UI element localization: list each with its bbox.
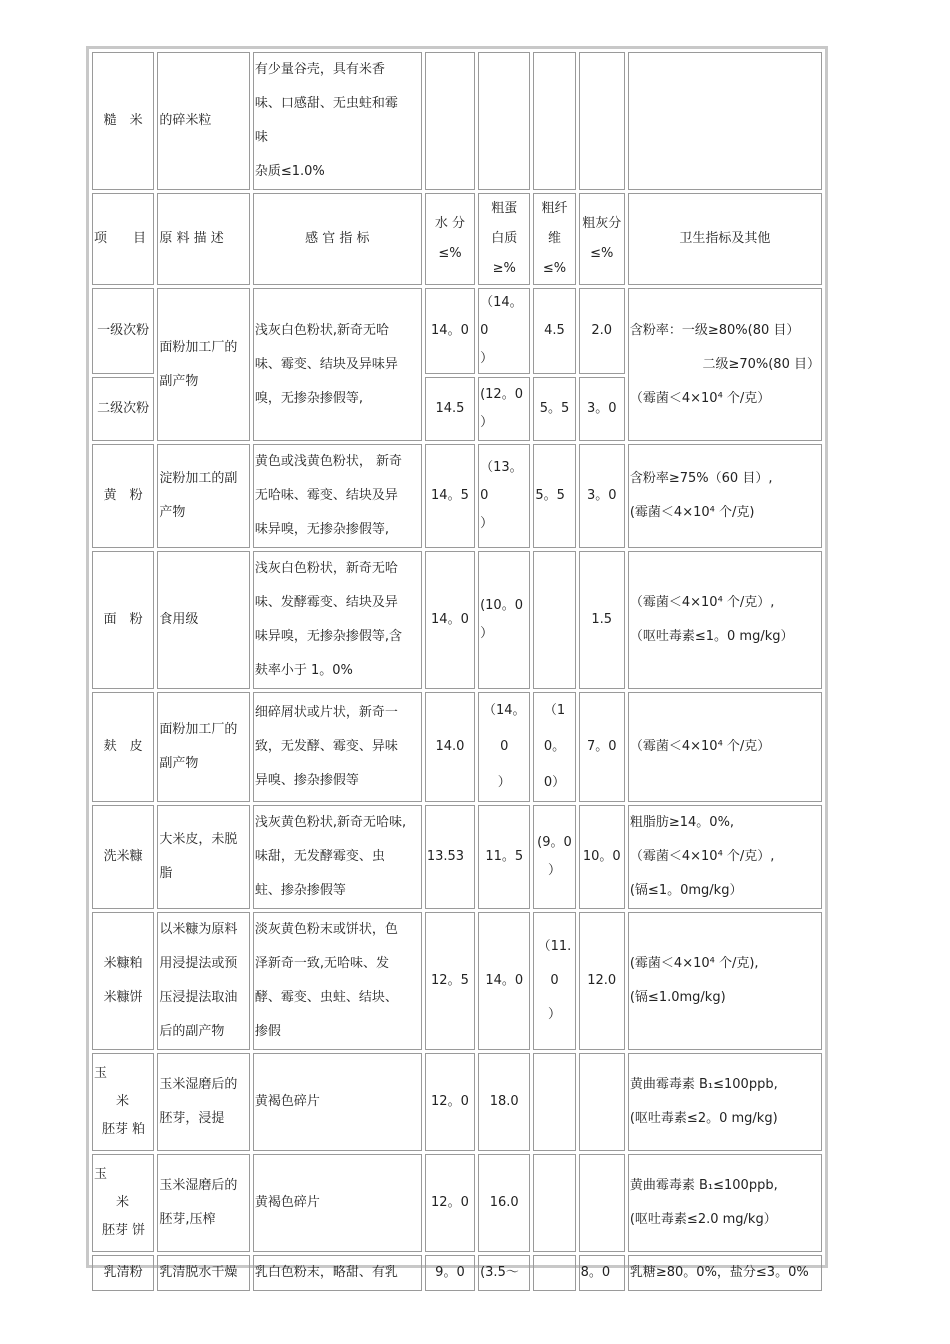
text-line: 脂 (159, 866, 173, 881)
protein-cell (478, 692, 530, 802)
moisture-cell: 13.53 (425, 805, 475, 909)
header-sensory: 感 官 指 标 (253, 193, 422, 285)
text-line: 副产物 (159, 756, 199, 771)
header-protein (478, 193, 530, 285)
material-desc (157, 805, 250, 909)
text-line: 后的副产物 (159, 1024, 225, 1039)
row-name (92, 1053, 154, 1151)
ash-cell: 7。0 (579, 692, 625, 802)
text-line: ） (480, 516, 494, 531)
text-line: (9。0 (537, 835, 572, 850)
text-line: 米糠饼 (103, 990, 143, 1005)
header-hygiene: 卫生指标及其他 (628, 193, 822, 285)
text-line: ） (480, 351, 494, 366)
protein-cell (478, 288, 530, 374)
text-line: 异嗅、掺杂掺假等 (254, 773, 359, 788)
text-line: 酵、霉变、虫蛀、结块、 (254, 990, 398, 1005)
table-row (92, 1154, 822, 1252)
text-line: （霉菌＜4×10⁴ 个/克）, (629, 849, 775, 864)
ash-cell (579, 1053, 625, 1151)
text-line: (镉≤1。0mg/kg） (629, 883, 743, 898)
hygiene-cell (628, 52, 822, 190)
fiber-cell (533, 551, 575, 689)
text-line: 淀粉加工的副 (159, 471, 238, 486)
text-line: （霉菌＜4×10⁴ 个/克）, (629, 595, 775, 610)
text-line: 致，无发酵、霉变、异味 (254, 739, 398, 754)
protein-cell: 18.0 (478, 1053, 530, 1151)
ash-cell: 3。0 (579, 377, 625, 441)
text-line: 用浸提法或预 (159, 956, 238, 971)
row-name: 黄 粉 (92, 444, 154, 548)
text-line: 玉 (94, 1167, 108, 1182)
hygiene-cell: （霉菌＜4×10⁴ 个/克） (628, 692, 822, 802)
ash-cell: 12.0 (579, 912, 625, 1050)
sensory-index: 乳白色粉末，略甜、有乳 (253, 1255, 422, 1291)
table-row (92, 551, 822, 689)
table-row (92, 1053, 822, 1151)
text-line: ） (480, 626, 494, 641)
material-desc (157, 912, 250, 1050)
fiber-cell (533, 912, 575, 1050)
moisture-cell (425, 52, 475, 190)
protein-cell: 11。5 (478, 805, 530, 909)
ash-cell: 1.5 (579, 551, 625, 689)
sensory-index (253, 52, 422, 190)
text-line: （10。 (543, 703, 566, 754)
header-line: 粗蛋 (491, 201, 518, 216)
text-line: 味 (254, 130, 268, 145)
text-line: (霉菌＜4×10⁴ 个/克), (629, 956, 759, 971)
text-line: 细碎屑状或片状，新奇一 (254, 705, 398, 720)
protein-cell: (3.5～ (478, 1255, 530, 1291)
table-row (92, 805, 822, 909)
text-line: 浅灰白色粉状，新奇无哈 (254, 561, 398, 576)
text-line: 粗脂肪≥14。0%, (629, 815, 735, 830)
text-line: 胚芽 饼 (102, 1223, 146, 1238)
material-desc (157, 1053, 250, 1151)
header-line: ≥% (492, 261, 516, 276)
material-desc: 的碎米粒 (157, 52, 250, 190)
header-line: 粗纤 (541, 201, 568, 216)
hygiene-cell (628, 288, 822, 441)
sensory-index (253, 692, 422, 802)
sensory-index: 黄褐色碎片 (253, 1053, 422, 1151)
header-moisture (425, 193, 475, 285)
fiber-cell: 5。5 (533, 377, 575, 441)
text-line: 面粉加工厂的 (159, 339, 238, 355)
text-line: 味、发酵霉变、结块及异 (254, 595, 398, 610)
header-line: ≤% (590, 246, 614, 261)
material-desc: 食用级 (157, 551, 250, 689)
text-line: 有少量谷壳，具有米香 (254, 62, 385, 77)
text-line: 味、口感甜、无虫蛀和霉 (254, 96, 398, 111)
text-line: 味、霉变、结块及异味异 (254, 356, 398, 372)
text-line: （14。0 (480, 295, 523, 338)
ash-cell: 3。0 (579, 444, 625, 548)
row-name: 乳清粉 (92, 1255, 154, 1291)
sensory-index: 黄褐色碎片 (253, 1154, 422, 1252)
text-line: (呕吐毒素≤2.0 mg/kg） (629, 1212, 777, 1227)
text-line: (呕吐毒素≤2。0 mg/kg) (629, 1111, 778, 1126)
header-line: ≤% (438, 246, 462, 261)
text-line: 淡灰黄色粉末或饼状，色 (254, 922, 398, 937)
text-line: (镉≤1.0mg/kg) (629, 990, 726, 1005)
text-line: ） (547, 1007, 561, 1022)
hygiene-cell: 乳糖≥80。0%，盐分≤3。0% (628, 1255, 822, 1291)
row-name: 糙 米 (92, 52, 154, 190)
text-line: 米 (116, 1195, 130, 1210)
moisture-cell: 9。0 (425, 1255, 475, 1291)
text-line: 杂质≤1.0% (254, 164, 325, 179)
sensory-index (253, 912, 422, 1050)
header-material: 原 料 描 述 (157, 193, 250, 285)
fiber-cell: 4.5 (533, 288, 575, 374)
material-desc (157, 444, 250, 548)
sensory-index (253, 444, 422, 548)
text-line: 胚芽 粕 (102, 1122, 146, 1137)
text-line: 玉米湿磨后的 (159, 1178, 238, 1193)
table-row (92, 1255, 822, 1291)
hygiene-cell (628, 1053, 822, 1151)
row-name: 麸 皮 (92, 692, 154, 802)
text-line: 大米皮，未脱 (159, 832, 238, 847)
row-name: 面 粉 (92, 551, 154, 689)
row-name: 洗米糠 (92, 805, 154, 909)
ash-cell: 2.0 (579, 288, 625, 374)
protein-cell (478, 52, 530, 190)
text-line: (霉菌＜4×10⁴ 个/克) (629, 505, 755, 520)
protein-cell (478, 551, 530, 689)
fiber-cell: 5。5 (533, 444, 575, 548)
header-item: 项 目 (92, 193, 154, 285)
text-line: 米 (116, 1094, 130, 1109)
text-line: 副产物 (159, 373, 199, 389)
header-line: 维 (547, 231, 561, 246)
header-line: 水 分 (434, 216, 466, 231)
text-line: 含粉率≥75%（60 目）, (629, 471, 773, 486)
moisture-cell: 12。5 (425, 912, 475, 1050)
table-row (92, 288, 822, 374)
text-line: 二级≥70%(80 目） (702, 356, 820, 372)
text-line: 嗅，无掺杂掺假等, (254, 390, 363, 406)
text-line: 玉米湿磨后的 (159, 1077, 238, 1092)
hygiene-cell (628, 551, 822, 689)
text-line: 掺假 (254, 1024, 281, 1039)
header-ash (579, 193, 625, 285)
text-line: 蛀、掺杂掺假等 (254, 883, 346, 898)
protein-cell: 16.0 (478, 1154, 530, 1252)
text-line: 0） (543, 775, 566, 790)
material-desc (157, 288, 250, 441)
row-name (92, 912, 154, 1050)
text-line: （14。0 (482, 703, 526, 754)
table-row (92, 692, 822, 802)
protein-cell (478, 444, 530, 548)
row-name: 一级次粉 (92, 288, 154, 374)
sensory-index (253, 551, 422, 689)
material-desc (157, 1154, 250, 1252)
protein-cell: 14。0 (478, 912, 530, 1050)
text-line: 味甜，无发酵霉变、虫 (254, 849, 385, 864)
text-line: 面粉加工厂的 (159, 722, 238, 737)
text-line: ） (547, 863, 561, 878)
protein-cell (478, 377, 530, 441)
hygiene-cell (628, 444, 822, 548)
moisture-cell: 12。0 (425, 1154, 475, 1252)
text-line: 胚芽,压榨 (159, 1212, 216, 1227)
text-line: 泽新奇一致,无哈味、发 (254, 956, 389, 971)
text-line: 产物 (159, 505, 186, 520)
text-line: 浅灰黄色粉状,新奇无哈味, (254, 815, 407, 830)
hygiene-cell (628, 912, 822, 1050)
moisture-cell: 14.5 (425, 377, 475, 441)
fiber-cell (533, 692, 575, 802)
ash-cell (579, 52, 625, 190)
header-line: 白质 (491, 231, 518, 246)
hygiene-cell (628, 805, 822, 909)
text-line: （11.0 (537, 939, 572, 988)
text-line: 无哈味、霉变、结块及异 (254, 488, 398, 503)
row-name (92, 1154, 154, 1252)
text-line: (10。0 (480, 598, 523, 613)
table-row (92, 52, 822, 190)
fiber-cell (533, 52, 575, 190)
text-line: （13。0 (480, 460, 523, 503)
table-row (92, 912, 822, 1050)
ash-cell: 8。0 (579, 1255, 625, 1291)
fiber-cell (533, 1053, 575, 1151)
text-line: 压浸提法取油 (159, 990, 238, 1005)
table-row (92, 444, 822, 548)
hygiene-cell (628, 1154, 822, 1252)
text-line: ） (497, 775, 511, 790)
moisture-cell: 12。0 (425, 1053, 475, 1151)
fiber-cell (533, 1255, 575, 1291)
text-line: 玉 (94, 1066, 108, 1081)
moisture-cell: 14。0 (425, 551, 475, 689)
material-desc: 乳清脱水干燥 (157, 1255, 250, 1291)
text-line: （呕吐毒素≤1。0 mg/kg） (629, 629, 794, 644)
text-line: (12。0 (480, 387, 523, 402)
sensory-index (253, 288, 422, 441)
text-line: 米糠粕 (103, 956, 143, 971)
text-line: 胚芽，浸提 (159, 1111, 225, 1126)
text-line: 麸率小于 1。0% (254, 663, 353, 678)
text-line: 含粉率：一级≥80%(80 目） (629, 322, 800, 338)
fiber-cell (533, 805, 575, 909)
text-line: 黄曲霉毒素 B₁≤100ppb, (629, 1178, 778, 1193)
header-line: ≤% (542, 261, 567, 276)
text-line: 黄色或浅黄色粉状， 新奇 (254, 454, 402, 469)
row-name: 二级次粉 (92, 377, 154, 441)
text-line: （霉菌＜4×10⁴ 个/克） (629, 390, 771, 406)
text-line: 味异嗅，无掺杂掺假等, (254, 522, 389, 537)
feed-standard-table (89, 49, 825, 1294)
text-line: 黄曲霉毒素 B₁≤100ppb, (629, 1077, 778, 1092)
moisture-cell: 14。0 (425, 288, 475, 374)
fiber-cell (533, 1154, 575, 1252)
ash-cell (579, 1154, 625, 1252)
text-line: 浅灰白色粉状,新奇无哈 (254, 322, 389, 338)
sensory-index (253, 805, 422, 909)
header-row (92, 193, 822, 285)
ash-cell: 10。0 (579, 805, 625, 909)
moisture-cell: 14。5 (425, 444, 475, 548)
header-line: 粗灰分 (582, 216, 622, 231)
moisture-cell: 14.0 (425, 692, 475, 802)
text-line: 以米糠为原料 (159, 922, 238, 937)
text-line: ） (480, 415, 494, 430)
material-desc (157, 692, 250, 802)
text-line: 味异嗅，无掺杂掺假等,含 (254, 629, 402, 644)
header-fiber (533, 193, 575, 285)
